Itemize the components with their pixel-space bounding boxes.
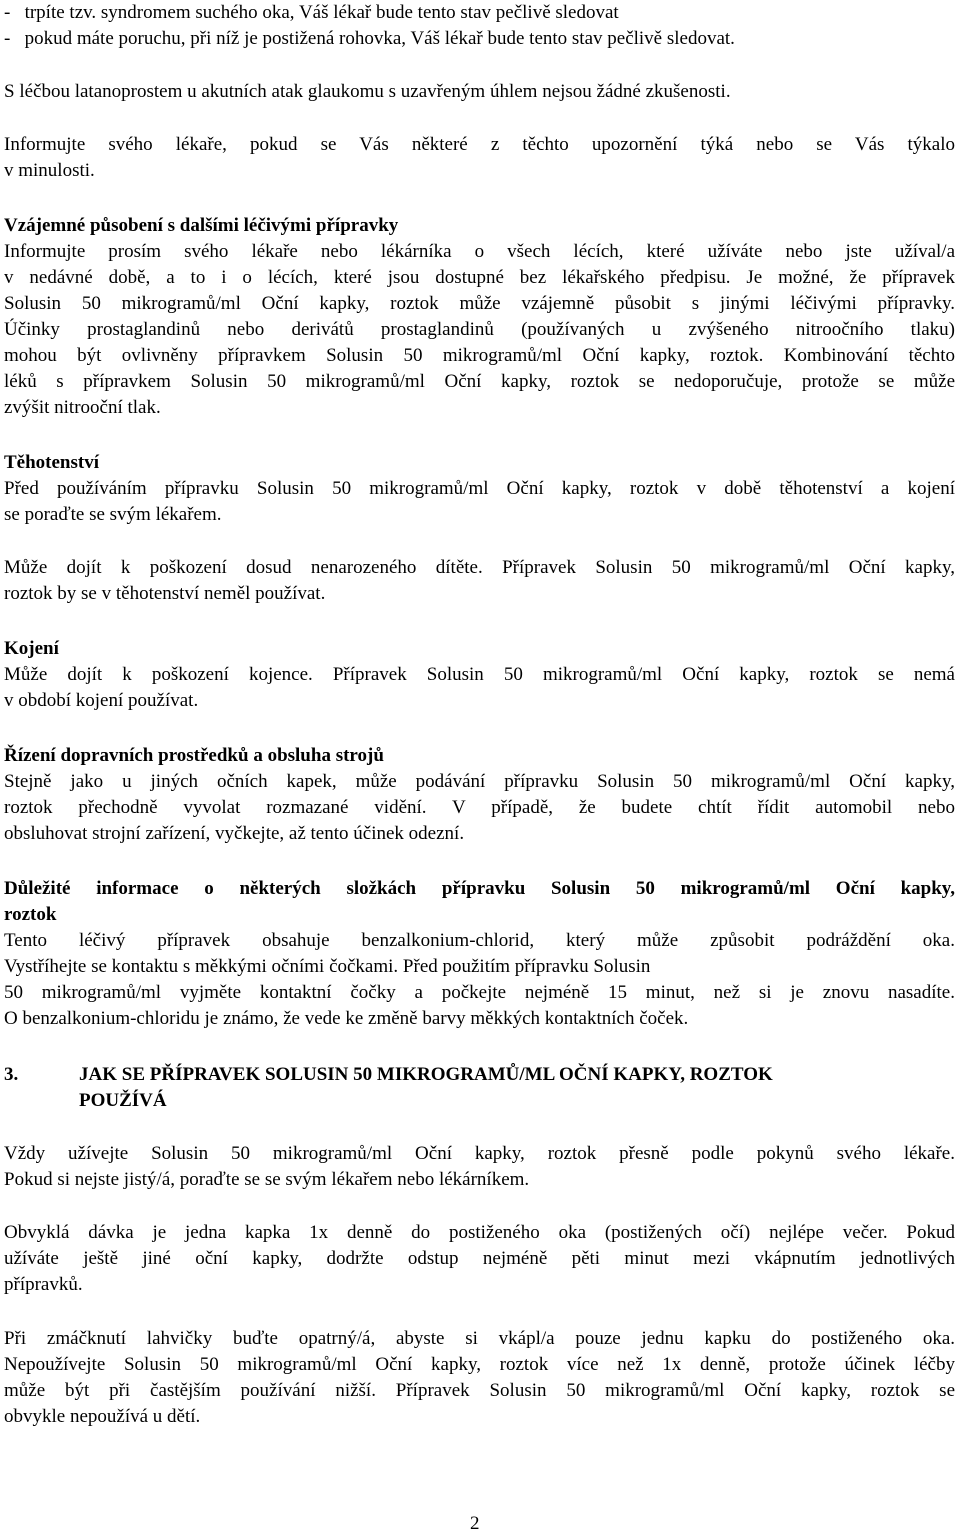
paragraph-line: Před používáním přípravku Solusin 50 mikrogramů/ml Oční kapky, roztok v době těhotenství a kojení (4, 478, 955, 499)
bullet-item: - pokud máte poruchu, při níž je postižená rohovka, Váš lékař bude tento stav pečlivě sledovat. (4, 28, 735, 49)
paragraph-line: Pokud si nejste jistý/á, poraďte se se svým lékařem nebo lékárníkem. (4, 1169, 530, 1190)
paragraph-line: Solusin 50 mikrogramů/ml Oční kapky, roztok může vzájemně působit s jinými léčivými přípravky. (4, 293, 955, 314)
paragraph-line: Tento léčivý přípravek obsahuje benzalkonium-chlorid, který může způsobit podráždění oka. (4, 930, 955, 951)
paragraph-line: Při zmáčknutí lahvičky buďte opatrný/á, abyste si vkápl/a pouze jednu kapku do postiženého oka. (4, 1328, 955, 1349)
page-number: 2 (470, 1513, 480, 1534)
paragraph-line: roztok přechodně vyvolat rozmazané vidění. V případě, že budete chtít řídit automobil nebo (4, 797, 955, 818)
paragraph-line: léků s přípravkem Solusin 50 mikrogramů/ml Oční kapky, roztok se nedoporučuje, protože se může (4, 371, 955, 392)
paragraph-line: mohou být ovlivněny přípravkem Solusin 50 mikrogramů/ml Oční kapky, roztok. Kombinování těchto (4, 345, 955, 366)
paragraph-line: v nedávné době, a to i o lécích, které jsou dostupné bez lékařského předpisu. Je možné, že přípravek (4, 267, 955, 288)
paragraph-line: obvykle nepoužívá u dětí. (4, 1406, 201, 1427)
paragraph-line: Obvyklá dávka je jedna kapka 1x denně do postiženého oka (postižených očí) nejlépe večer. Pokud (4, 1222, 955, 1243)
section-title-cont: POUŽÍVÁ (79, 1090, 167, 1111)
paragraph-line: v období kojení používat. (4, 690, 199, 711)
paragraph-line: 50 mikrogramů/ml vyjměte kontaktní čočky a počkejte nejméně 15 minut, než si je znovu nasadíte. (4, 982, 955, 1003)
paragraph-line: obsluhovat strojní zařízení, vyčkejte, až tento účinek odezní. (4, 823, 465, 844)
section-heading-ingredients-cont: roztok (4, 904, 57, 925)
paragraph-line: Stejně jako u jiných očních kapek, může podávání přípravku Solusin 50 mikrogramů/ml Oční kapky, (4, 771, 955, 792)
paragraph-line: Informujte prosím svého lékaře nebo lékárníka o všech lécích, které užíváte nebo jste užíval/a (4, 241, 955, 262)
paragraph-line: Může dojít k poškození dosud nenarozeného dítěte. Přípravek Solusin 50 mikrogramů/ml Oční kapky, (4, 557, 955, 578)
paragraph-line: Účinky prostaglandinů nebo derivátů prostaglandinů (používaných u zvýšeného nitroočního tlaku) (4, 319, 955, 340)
paragraph-line: může být při častějším používání nižší. Přípravek Solusin 50 mikrogramů/ml Oční kapky, roztok se (4, 1380, 955, 1401)
paragraph-line: se poraďte se svým lékařem. (4, 504, 222, 525)
section-heading-driving: Řízení dopravních prostředků a obsluha strojů (4, 745, 384, 766)
section-heading-pregnancy: Těhotenství (4, 452, 99, 473)
section-heading-ingredients: Důležité informace o některých složkách přípravku Solusin 50 mikrogramů/ml Oční kapky, (4, 878, 955, 899)
paragraph-line: Vždy užívejte Solusin 50 mikrogramů/ml Oční kapky, roztok přesně podle pokynů svého lékaře. (4, 1143, 955, 1164)
section-heading-interactions: Vzájemné působení s dalšími léčivými přípravky (4, 215, 399, 236)
paragraph: S léčbou latanoprostem u akutních atak glaukomu s uzavřeným úhlem nejsou žádné zkušenosti. (4, 81, 731, 102)
paragraph-line: zvýšit nitrooční tlak. (4, 397, 161, 418)
paragraph-line: Vystříhejte se kontaktu s měkkými očními čočkami. Před použitím přípravku Solusin (4, 956, 651, 977)
paragraph-line: Nepoužívejte Solusin 50 mikrogramů/ml Oční kapky, roztok více než 1x denně, protože účinek léčby (4, 1354, 955, 1375)
paragraph-line: roztok by se v těhotenství neměl používat. (4, 583, 326, 604)
paragraph-line: přípravků. (4, 1274, 83, 1295)
paragraph-line: užíváte ještě jiné oční kapky, dodržte odstup nejméně pěti minut mezi vkápnutím jednotlivých (4, 1248, 955, 1269)
section-number: 3. (4, 1064, 19, 1085)
paragraph-line: Může dojít k poškození kojence. Přípravek Solusin 50 mikrogramů/ml Oční kapky, roztok se nemá (4, 664, 955, 685)
section-title: JAK SE PŘÍPRAVEK SOLUSIN 50 MIKROGRAMŮ/ML OČNÍ KAPKY, ROZTOK (79, 1064, 773, 1085)
section-heading-breastfeeding: Kojení (4, 638, 59, 659)
bullet-item: - trpíte tzv. syndromem suchého oka, Váš lékař bude tento stav pečlivě sledovat (4, 2, 619, 23)
paragraph-line: v minulosti. (4, 160, 95, 181)
paragraph-line: Informujte svého lékaře, pokud se Vás některé z těchto upozornění týká nebo se Vás týkalo (4, 134, 955, 155)
paragraph-line: O benzalkonium-chloridu je známo, že vede ke změně barvy měkkých kontaktních čoček. (4, 1008, 689, 1029)
